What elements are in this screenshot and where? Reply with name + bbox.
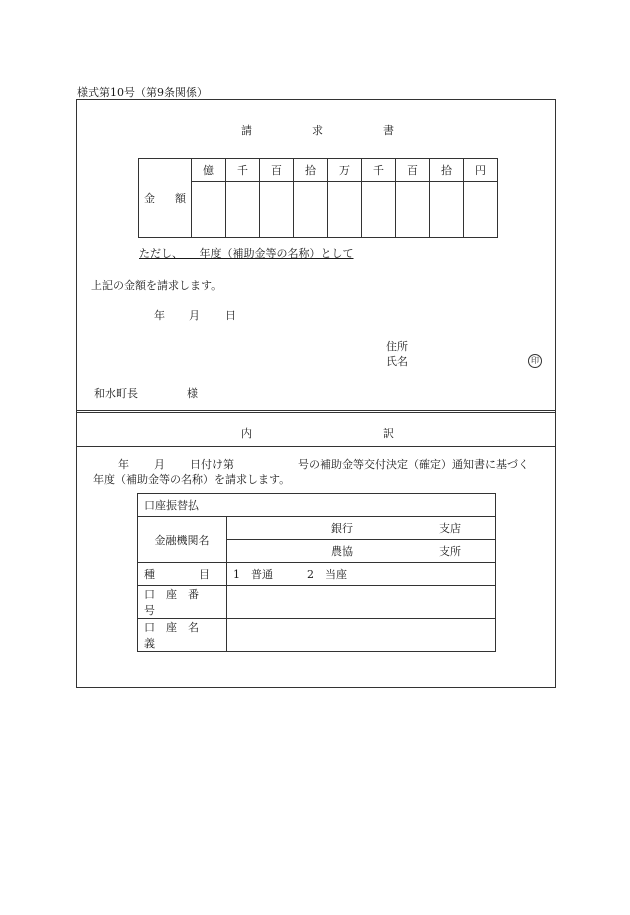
bank-row[interactable] <box>227 517 496 540</box>
amount-cell[interactable] <box>430 182 464 238</box>
agri-row[interactable] <box>227 540 496 563</box>
amount-cell[interactable] <box>294 182 328 238</box>
request-statement: 上記の金額を請求します。 <box>91 279 223 292</box>
amount-cell[interactable] <box>260 182 294 238</box>
amount-label-cell <box>139 159 192 238</box>
digit-header-juu-2: 拾 <box>430 159 464 182</box>
breakdown-month: 月 <box>154 458 165 471</box>
type-options-cell[interactable] <box>227 563 496 586</box>
breakdown-line2: 年度（補助金等の名称）を請求します。 <box>93 473 291 486</box>
amount-cell[interactable] <box>362 182 396 238</box>
digit-header-sen-2: 千 <box>362 159 396 182</box>
proviso: ただし、 年度（補助金等の名称）として <box>139 247 354 260</box>
digit-header-hyaku-1: 百 <box>260 159 294 182</box>
date-month: 月 <box>189 309 200 322</box>
digit-header-man: 万 <box>328 159 362 182</box>
agri-suffix: 農協 <box>331 545 353 558</box>
institution-label: 金融機関名 <box>138 517 227 563</box>
type-option-current: 2 当座 <box>307 568 347 581</box>
section-divider <box>77 410 555 411</box>
title-char-2: 求 <box>312 124 323 137</box>
date-day: 日 <box>225 309 236 322</box>
form-number: 様式第10号（第9条関係） <box>77 86 208 99</box>
seal-icon: 印 <box>528 354 542 368</box>
honorific: 様 <box>187 387 198 400</box>
breakdown-title-char-2: 訳 <box>383 427 394 440</box>
amount-label-char-1: 金 <box>144 192 155 205</box>
date-year: 年 <box>154 309 165 322</box>
digit-header-sen-1: 千 <box>226 159 260 182</box>
addressee: 和水町長 <box>94 387 138 400</box>
bank-table <box>137 493 496 652</box>
type-option-ordinary: 1 普通 <box>233 568 273 581</box>
amount-cell[interactable] <box>226 182 260 238</box>
amount-cell[interactable] <box>328 182 362 238</box>
breakdown-title-divider <box>77 446 555 447</box>
title-char-1: 請 <box>241 124 252 137</box>
account-number-field[interactable] <box>227 586 496 619</box>
breakdown-title-char-1: 内 <box>241 427 252 440</box>
amount-table <box>138 158 498 238</box>
office-suffix: 支所 <box>439 545 461 558</box>
digit-header-oku: 億 <box>192 159 226 182</box>
breakdown-notice-text: 号の補助金等交付決定（確定）通知書に基づく <box>298 458 529 471</box>
amount-cell[interactable] <box>192 182 226 238</box>
type-label-char-2: 目 <box>199 568 210 581</box>
bank-suffix: 銀行 <box>331 522 353 535</box>
account-number-label: 口 座 番 号 <box>138 586 227 619</box>
digit-header-en: 円 <box>464 159 498 182</box>
section-divider <box>77 412 555 413</box>
digit-header-juu-1: 拾 <box>294 159 328 182</box>
account-name-field[interactable] <box>227 619 496 652</box>
digit-header-hyaku-2: 百 <box>396 159 430 182</box>
name-label: 氏名 <box>386 355 408 368</box>
title-char-3: 書 <box>383 124 394 137</box>
amount-cell[interactable] <box>464 182 498 238</box>
amount-cell[interactable] <box>396 182 430 238</box>
address-label: 住所 <box>386 340 408 353</box>
breakdown-day-number: 日付け第 <box>190 458 234 471</box>
branch-suffix: 支店 <box>439 522 461 535</box>
type-label-cell <box>138 563 227 586</box>
amount-label-char-2: 額 <box>175 192 186 205</box>
account-name-label: 口 座 名 義 <box>138 619 227 652</box>
type-label-char-1: 種 <box>144 568 155 581</box>
bank-table-header: 口座振替払 <box>138 494 496 517</box>
breakdown-year: 年 <box>118 458 129 471</box>
